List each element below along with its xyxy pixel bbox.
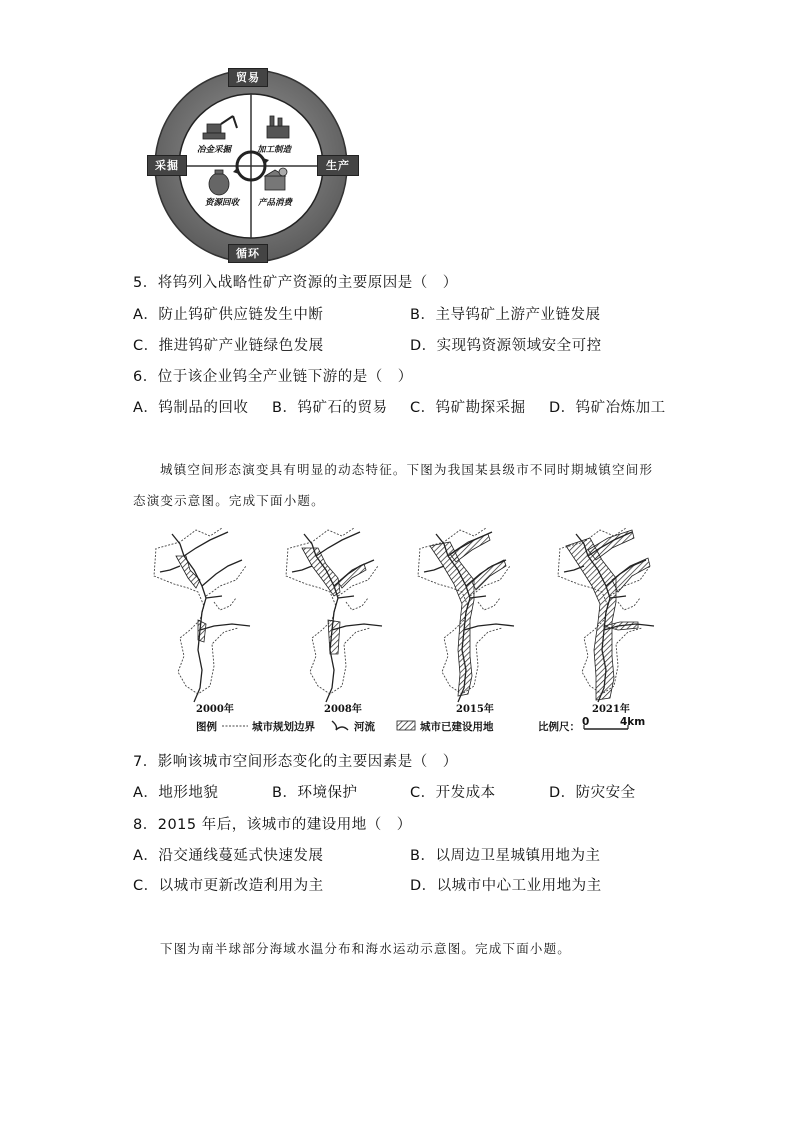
industry-cycle-diagram bbox=[145, 66, 363, 266]
question-7-stem: 7．影响该城市空间形态变化的主要因素是（ ） bbox=[133, 754, 458, 770]
scale-value: 4km bbox=[620, 716, 646, 728]
legend-boundary-label: 城市规划边界 bbox=[252, 721, 315, 733]
city-intro-line-1: 城镇空间形态演变具有明显的动态特征。下图为我国某县级市不同时期城镇空间形 bbox=[160, 462, 654, 477]
question-8-option-d: D．以城市中心工业用地为主 bbox=[410, 878, 602, 894]
question-7-option-a: A．地形地貌 bbox=[133, 785, 219, 801]
map-year-2021: 2021年 bbox=[592, 704, 630, 715]
question-5-option-d: D．实现钨资源领域安全可控 bbox=[410, 338, 602, 354]
city-map-2008 bbox=[286, 528, 382, 702]
question-6-option-b: B．钨矿石的贸易 bbox=[272, 400, 388, 416]
quadrant-label-mining: 冶金采掘 bbox=[197, 145, 232, 155]
question-8-option-c: C．以城市更新改造利用为主 bbox=[133, 878, 324, 894]
question-5-option-c: C．推进钨矿产业链绿色发展 bbox=[133, 338, 324, 354]
question-5-option-b: B．主导钨矿上游产业链发展 bbox=[410, 307, 601, 323]
city-map-2015 bbox=[418, 528, 514, 702]
quadrant-label-recycling: 资源回收 bbox=[205, 198, 240, 208]
scale-zero: 0 bbox=[582, 716, 590, 728]
question-7-option-c: C．开发成本 bbox=[410, 785, 496, 801]
map-year-2015: 2015年 bbox=[456, 704, 494, 715]
scale-label: 比例尺： bbox=[538, 721, 580, 733]
question-6-stem: 6．位于该企业钨全产业链下游的是（ ） bbox=[133, 369, 413, 385]
ring-tag-mining: 采掘 bbox=[147, 155, 187, 176]
city-map-2000 bbox=[154, 528, 250, 702]
question-6-option-c: C．钨矿勘探采掘 bbox=[410, 400, 526, 416]
question-8-stem: 8．2015 年后，该城市的建设用地（ ） bbox=[133, 817, 412, 833]
question-7-option-d: D．防灾安全 bbox=[549, 785, 636, 801]
ring-tag-production: 生产 bbox=[317, 155, 359, 176]
map-year-2008: 2008年 bbox=[324, 704, 362, 715]
question-8-option-a: A．沿交通线蔓延式快速发展 bbox=[133, 848, 324, 864]
quadrant-label-consumption: 产品消费 bbox=[258, 198, 293, 208]
map-year-2000: 2000年 bbox=[196, 704, 234, 715]
legend-built-symbol bbox=[397, 721, 415, 730]
ocean-intro: 下图为南半球部分海域水温分布和海水运动示意图。完成下面小题。 bbox=[160, 941, 572, 956]
city-intro-line-2: 态演变示意图。完成下面小题。 bbox=[133, 493, 325, 508]
question-5-stem: 5．将钨列入战略性矿产资源的主要原因是（ ） bbox=[133, 275, 458, 291]
legend-title: 图例 bbox=[196, 721, 217, 733]
ring-tag-trade: 贸易 bbox=[228, 68, 268, 87]
question-6-option-d: D．钨矿冶炼加工 bbox=[549, 400, 666, 416]
legend-river-symbol bbox=[332, 721, 348, 730]
legend-river-label: 河流 bbox=[354, 721, 375, 733]
question-8-option-b: B．以周边卫星城镇用地为主 bbox=[410, 848, 601, 864]
ring-tag-cycle: 循环 bbox=[228, 244, 268, 263]
quadrant-label-manufacturing: 加工制造 bbox=[257, 145, 292, 155]
question-6-option-a: A．钨制品的回收 bbox=[133, 400, 249, 416]
question-5-option-a: A．防止钨矿供应链发生中断 bbox=[133, 307, 324, 323]
city-map-2021 bbox=[558, 528, 654, 702]
legend-built-label: 城市已建设用地 bbox=[420, 721, 494, 733]
city-evolution-maps bbox=[150, 526, 672, 734]
question-7-option-b: B．环境保护 bbox=[272, 785, 358, 801]
